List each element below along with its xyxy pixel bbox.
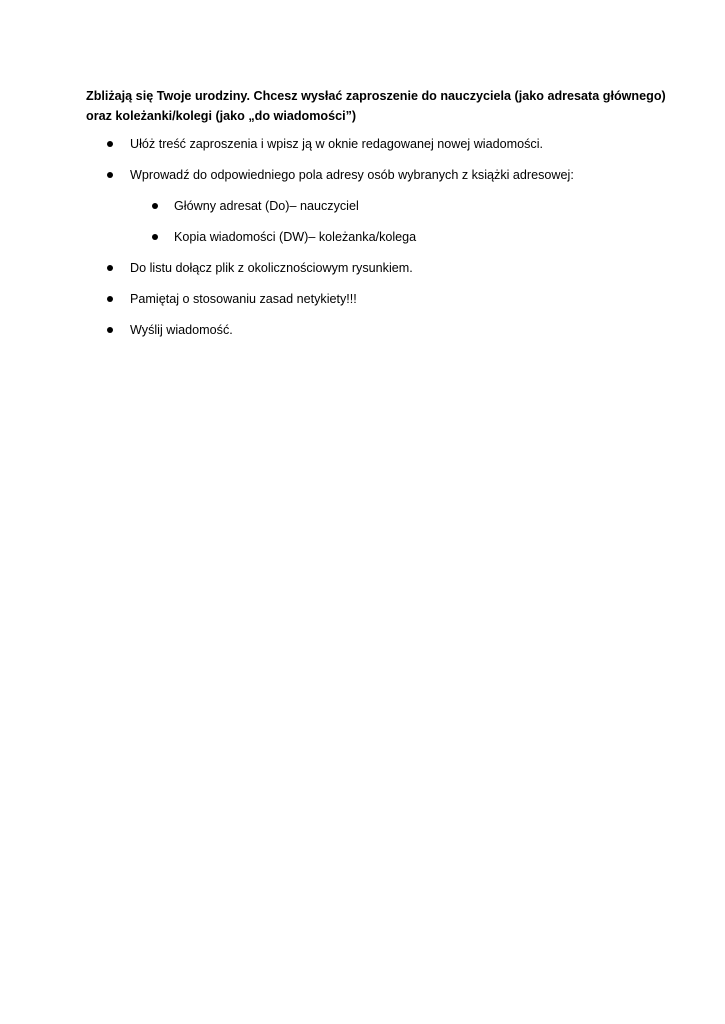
bullet-icon	[152, 234, 158, 240]
intro-line-1: Zbliżają się Twoje urodziny. Chcesz wysłać zaproszenie do nauczyciela (jako adresata głównego)	[86, 89, 666, 103]
step-4: Pamiętaj o stosowaniu zasad netykiety!!!	[130, 292, 357, 306]
intro-line-2: oraz koleżanki/kolegi (jako „do wiadomości”)	[86, 109, 357, 123]
step-5: Wyślij wiadomość.	[130, 323, 233, 337]
bullet-icon	[107, 296, 113, 302]
bullet-icon	[152, 203, 158, 209]
task-intro	[86, 86, 666, 126]
sub-step-1: Główny adresat (Do)– nauczyciel	[174, 199, 359, 213]
bullet-icon	[107, 172, 113, 178]
sub-step-2: Kopia wiadomości (DW)– koleżanka/kolega	[174, 230, 417, 244]
bullet-icon	[107, 141, 113, 147]
step-1: Ułóż treść zaproszenia i wpisz ją w oknie redagowanej nowej wiadomości.	[130, 137, 543, 151]
step-2: Wprowadź do odpowiedniego pola adresy osób wybranych z książki adresowej:	[130, 168, 574, 182]
bullet-icon	[107, 265, 113, 271]
step-3: Do listu dołącz plik z okolicznościowym rysunkiem.	[130, 261, 413, 275]
bullet-icon	[107, 327, 113, 333]
